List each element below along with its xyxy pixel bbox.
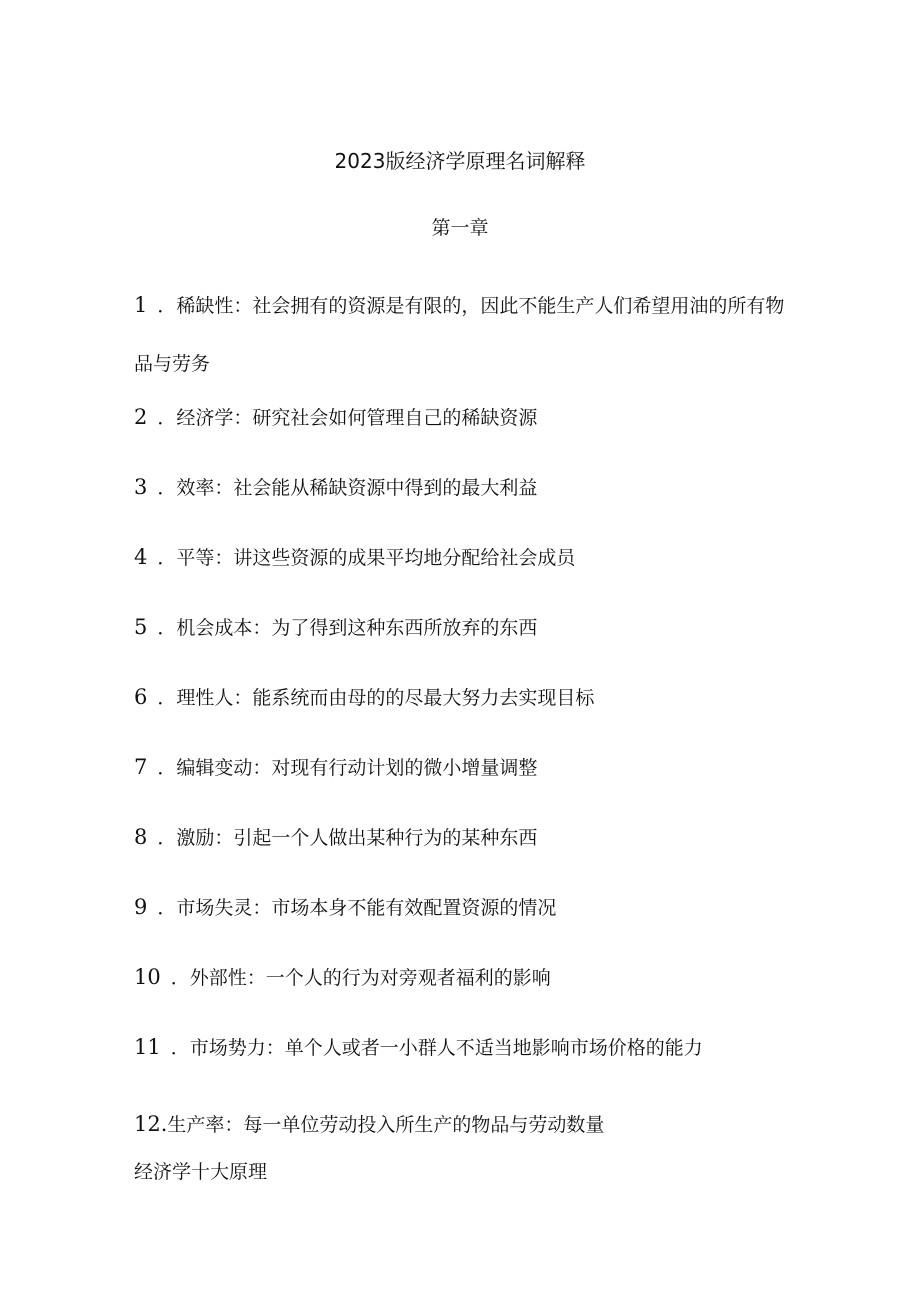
term-item — [134, 878, 794, 937]
term-number: 5 — [134, 615, 148, 639]
term-number: 2 — [134, 405, 148, 429]
term-item — [134, 598, 794, 657]
term-text: ．激励：引起一个人做出某种行为的某种东西 — [157, 827, 538, 849]
term-number: 8 — [134, 825, 148, 849]
chapter-heading: 第一章 — [431, 217, 489, 239]
term-item — [134, 528, 794, 587]
term-number: 4 — [134, 545, 148, 569]
term-text: ．平等：讲这些资源的成果平均地分配给社会成员 — [157, 547, 576, 569]
term-number: 7 — [134, 755, 148, 779]
term-item — [134, 808, 794, 867]
term-item — [134, 458, 794, 517]
section-heading: 经济学十大原理 — [134, 1161, 268, 1183]
term-text: ．稀缺性：社会拥有的资源是有限的，因此不能生产人们希望用油的所有物品与劳务 — [134, 295, 785, 375]
term-text: ．经济学：研究社会如何管理自己的稀缺资源 — [157, 407, 538, 429]
term-number: 12. — [134, 1112, 168, 1136]
term-number: 10 — [134, 965, 161, 989]
term-text: 生产率：每一单位劳动投入所生产的物品与劳动数量 — [167, 1114, 605, 1136]
term-item — [134, 1095, 794, 1154]
term-text: ．效率：社会能从稀缺资源中得到的最大利益 — [157, 477, 538, 499]
term-item — [134, 738, 794, 797]
term-item — [134, 1018, 794, 1077]
term-text: ．市场失灵：市场本身不能有效配置资源的情况 — [157, 897, 557, 919]
term-text: ．编辑变动：对现有行动计划的微小增量调整 — [157, 757, 538, 779]
term-item — [134, 276, 794, 393]
term-item — [134, 948, 794, 1007]
term-text: ．理性人：能系统而由母的的尽最大努力去实现目标 — [157, 687, 595, 709]
document-title: 2023版经济学原理名词解释 — [334, 149, 586, 173]
term-item — [134, 388, 794, 447]
term-item — [134, 668, 794, 727]
term-number: 6 — [134, 685, 148, 709]
term-text: ．外部性：一个人的行为对旁观者福利的影响 — [170, 967, 551, 989]
term-number: 1 — [134, 293, 148, 317]
term-text: ．机会成本：为了得到这种东西所放弃的东西 — [157, 617, 538, 639]
term-number: 11 — [134, 1035, 161, 1059]
term-number: 9 — [134, 895, 148, 919]
term-number: 3 — [134, 475, 148, 499]
term-text: ．市场势力：单个人或者一小群人不适当地影响市场价格的能力 — [170, 1037, 703, 1059]
